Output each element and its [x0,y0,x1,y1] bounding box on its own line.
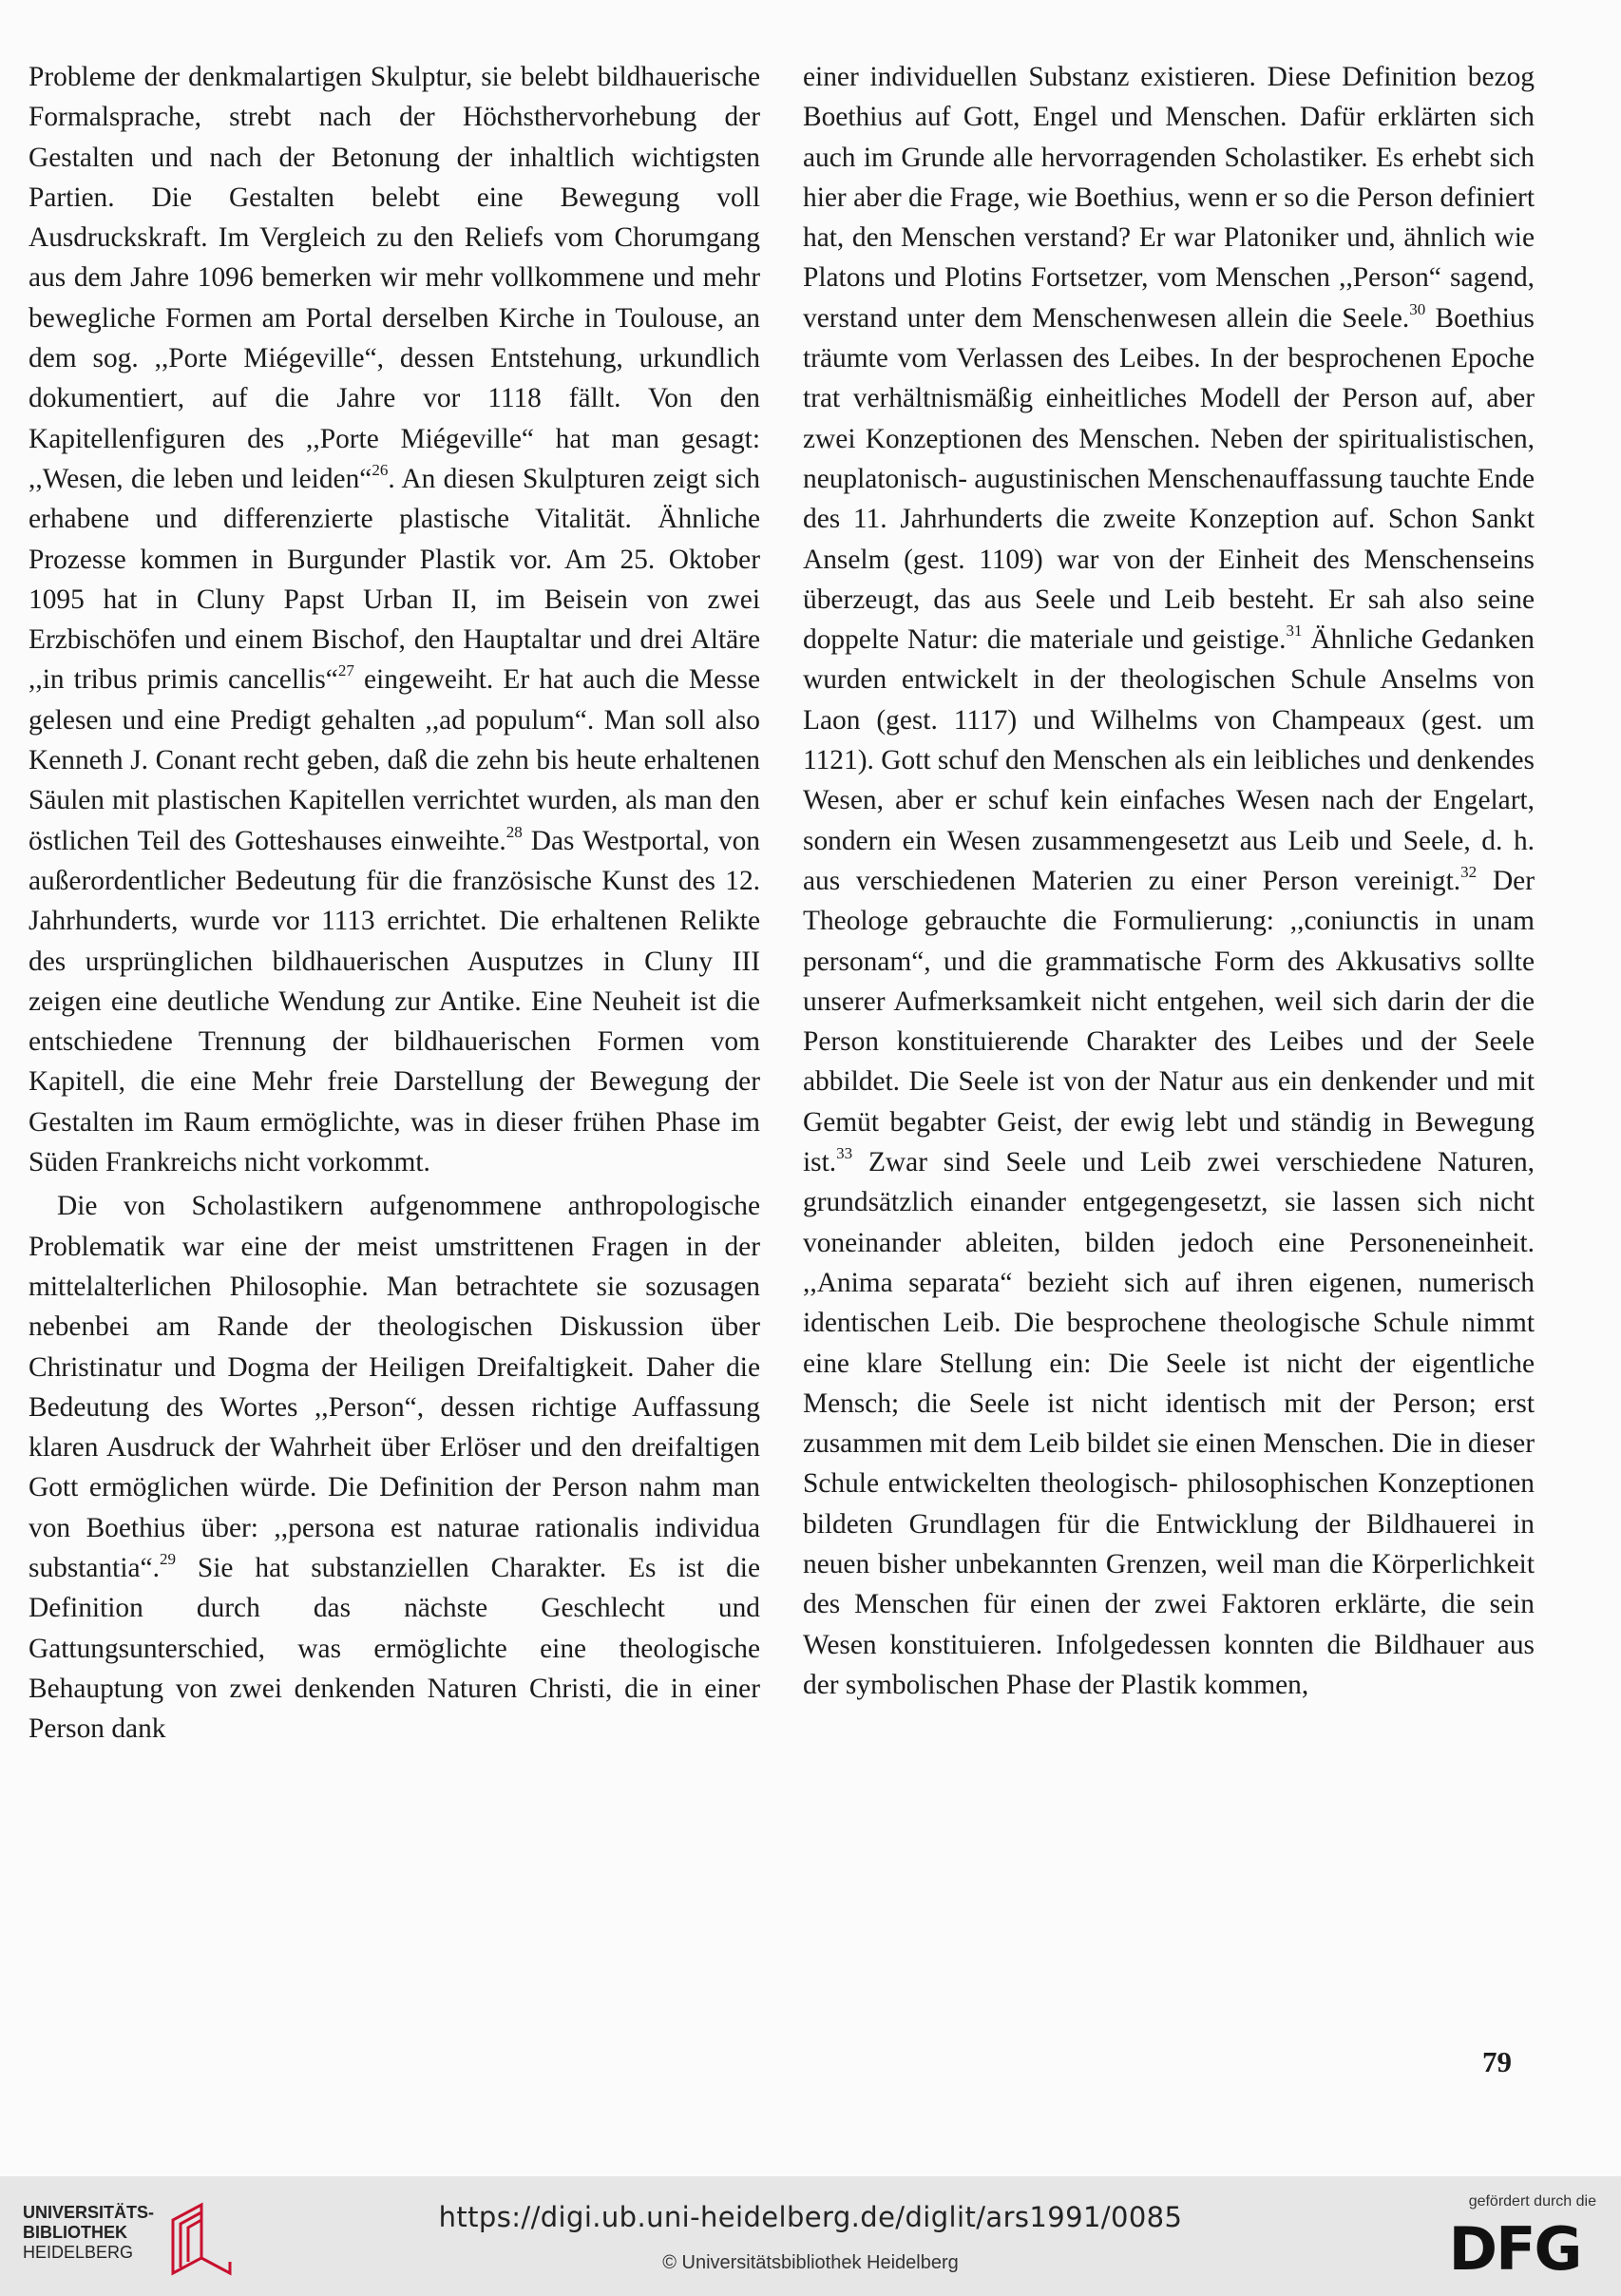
page-number: 79 [1482,2045,1512,2078]
paragraph [803,57,1535,1705]
dfg-logo-text: DFG [1448,2216,1581,2277]
library-name-line: HEIDELBERG [23,2243,134,2262]
footnote-ref: 30 [1409,300,1426,318]
footnote-ref: 32 [1460,863,1478,882]
text-run: Die von Scholastikern aufgenommene anthropologische Problematik war eine der meist umstrittenen Fragen in der mittelalterlichen Philosophie. Man betrachtete sie sozusagen nebenbei am Rande der theologischen Diskussion über Christinatur und Dogma der Heiligen Dreifaltigkeit. Daher die Bedeutung des Wortes ,,Person“, dessen richtige Auffassung klaren Ausdruck der Wahrheit über Erlöser und den dreifaltigen Gott ermöglichen würde. Die Definition der Person nahm man von Boethius über: ,,persona est naturae rationalis individua substantia“. [29,1191,760,1583]
paragraph [29,57,760,1182]
funded-by-caption: gefördert durch die [1468,2193,1596,2210]
right-column [803,57,1535,1705]
footnote-ref: 31 [1286,622,1303,641]
footnote-ref: 28 [505,822,523,841]
footnote-ref: 33 [836,1144,853,1163]
footnote-ref: 27 [337,661,354,680]
library-name-line: BIBLIOTHEK [23,2223,127,2242]
permalink-url[interactable]: https://digi.ub.uni-heidelberg.de/diglit/ars1991/0085 [438,2201,1183,2233]
text-run: Boethius träumte vom Verlassen des Leibes. In der besprochenen Epoche trat verhältnismäßig einheitliches Modell der Person auf, aber zwei Konzeptionen des Menschen. Neben der spiritualistischen, neuplatonisch- augustinischen Menschenauffassung tauchte Ende des 11. Jahrhunderts die zweite Konzeption auf. Schon Sankt Anselm (gest. 1109) war von der Einheit des Menschenseins überzeugt, das aus Seele und Leib besteht. Er sah also seine doppelte Natur: die materiale und geistige. [803,302,1535,656]
text-run: Sie hat substanziellen Charakter. Es ist die Definition durch das nächste Geschlecht und Gattungsunterschied, was ermöglichte eine theologische Behauptung von zwei denkenden Naturen Christi, die in einer Person dank [29,1552,760,1745]
library-name-line: UNIVERSITÄTS- [23,2203,155,2222]
text-run: eingeweiht. Er hat auch die Messe gelesen und eine Predigt gehalten ,,ad populum“. Man soll also Kenneth J. Conant recht geben, daß die zehn bis heute erhaltenen Säulen mit plastischen Kapitellen verrichtet wurden, als man den östlichen Teil des Gotteshauses einweihte. [29,664,760,856]
footnote-ref: 29 [159,1550,176,1569]
dfg-logo-icon [1433,2216,1596,2277]
copyright-notice: © Universitätsbibliothek Heidelberg [662,2252,959,2273]
footer-bar [0,2176,1621,2296]
text-run: Der Theologe gebrauchte die Formulierung: ,,coniunctis in unam personam“, und die grammatische Form des Akkusativs sollte unserer Aufmerksamkeit nicht entgehen, weil sich darin der die Person konstituierende Charakter des Leibes und der Seele abbildet. Die Seele ist von der Natur aus ein denkender und mit Gemüt begabter Geist, der ewig lebt und ständig in Bewegung ist. [803,865,1535,1178]
dfg-sponsor[interactable] [1425,2193,1596,2285]
left-column [29,57,760,1749]
paragraph [29,1186,760,1749]
footnote-ref: 26 [372,461,389,480]
text-run: . An diesen Skulpturen zeigt sich erhabene und differenzierte plastische Vitalität. Ähnliche Prozesse kommen in Burgunder Plastik vor. Am 25. Oktober 1095 hat in Cluny Papst Urban II, im Beisein von zwei Erzbischöfen und einem Bischof, den Hauptaltar und drei Altäre ,,in tribus primis cancellis“ [29,463,760,696]
text-run: Probleme der denkmalartigen Skulptur, sie belebt bildhauerische Formalsprache, strebt nach der Höchsthervorhebung der Gestalten und nach der Betonung der inhaltlich wichtigsten Partien. Die Gestalten belebt eine Bewegung voll Ausdruckskraft. Im Vergleich zu den Reliefs vom Chorumgang aus dem Jahre 1096 bemerken wir mehr vollkommene und mehr bewegliche Formen am Portal derselben Kirche in Toulouse, an dem sog. ,,Porte Miégeville“, dessen Entstehung, urkundlich dokumentiert, auf die Jahre vor 1118 fällt. Von den Kapitellenfiguren des ,,Porte Miégeville“ hat man gesagt: ,,Wesen, die leben und leiden“ [29,62,760,494]
text-run: Zwar sind Seele und Leib zwei verschiedene Naturen, grundsätzlich einander entgegengesetzt, sie lassen sich nicht voneinander ableiten, bilden jedoch eine Personeneinheit. ,,Anima separata“ bezieht sich auf ihren eigenen, numerisch identischen Leib. Die besprochene theologische Schule nimmt eine klare Stellung ein: Die Seele ist nicht der eigentliche Mensch; die Seele ist nicht identisch mit der Person; erst zusammen mit dem Leib bildet sie einen Menschen. Die in dieser Schule entwickelten theologisch- philosophischen Konzeptionen bildeten Grundlagen für die Entwicklung der Bildhauerei in neuen bisher unbekannten Grenzen, weil man die Körperlichkeit des Menschen für einen der zwei Faktoren erklärte, die sein Wesen konstituieren. Infolgedessen konnten die Bildhauer aus der symbolischen Phase der Plastik kommen, [803,1147,1535,1700]
text-run: einer individuellen Substanz existieren. Diese Definition bezog Boethius auf Gott, Engel und Menschen. Dafür erklärten sich auch im Grunde alle hervorragenden Scholastiker. Es erhebt sich hier aber die Frage, wie Boethius, wenn er so die Person definiert hat, den Menschen verstand? Er war Platoniker und, ähnlich wie Platons und Plotins Fortsetzer, vom Menschen ,,Person“ sagend, verstand unter dem Menschenwesen allein die Seele. [803,62,1535,334]
text-run: Ähnliche Gedanken wurden entwickelt in der theologischen Schule Anselms von Laon (gest. 1117) und Wilhelms von Champeaux (gest. um 1121). Gott schuf den Menschen als ein leibliches und denkendes Wesen, aber er schuf kein einfaches Wesen nach der Engelart, sondern ein Wesen zusammengesetzt aus Leib und Seele, d. h. aus verschiedenen Materien zu einer Person vereinigt. [803,624,1535,896]
text-run: Das Westportal, von außerordentlicher Bedeutung für die französische Kunst des 12. Jahrhunderts, wurde vor 1113 errichtet. Die erhaltenen Relikte des ursprünglichen bildhauerischen Ausputzes in Cluny III zeigen eine deutliche Wendung zur Antike. Eine Neuheit ist die entschiedene Trennung der bildhauerischen Formen vom Kapitell, die eine Mehr freie Darstellung der Bewegung der Gestalten im Raum ermöglichte, was in dieser frühen Phase im Süden Frankreichs nicht vorkommt. [29,825,760,1178]
